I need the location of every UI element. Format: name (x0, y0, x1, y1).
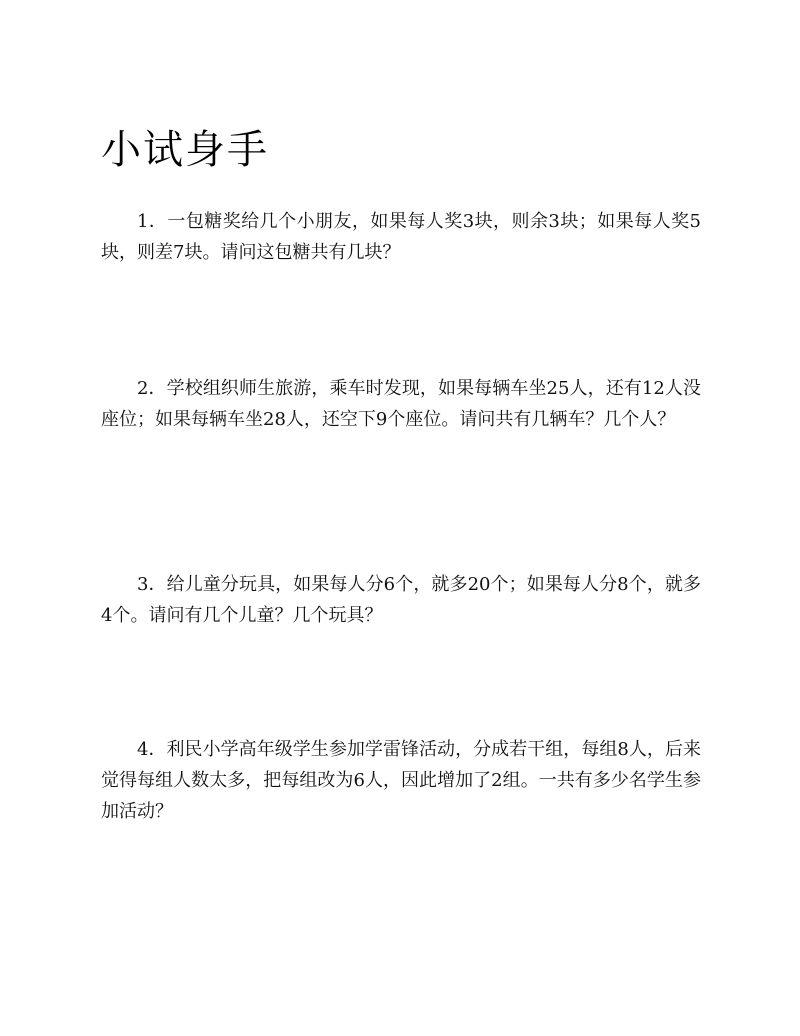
question-1: 1．一包糖奖给几个小朋友，如果每人奖3块，则余3块；如果每人奖5块，则差7块。请问这包糖共有几块？ (101, 211, 701, 263)
question-4: 4．利民小学高年级学生参加学雷锋活动，分成若干组，每组8人，后来觉得每组人数太多，把每组改为6人，因此增加了2组。一共有多少名学生参加活动？ (101, 739, 701, 822)
page-title: 小试身手 (101, 127, 269, 173)
question-3: 3．给儿童分玩具，如果每人分6个，就多20个；如果每人分8个，就多4个。请问有几个儿童？几个玩具？ (101, 574, 701, 626)
question-2: 2．学校组织师生旅游，乘车时发现，如果每辆车坐25人，还有12人没座位；如果每辆车坐28人，还空下9个座位。请问共有几辆车？几个人？ (101, 378, 701, 430)
